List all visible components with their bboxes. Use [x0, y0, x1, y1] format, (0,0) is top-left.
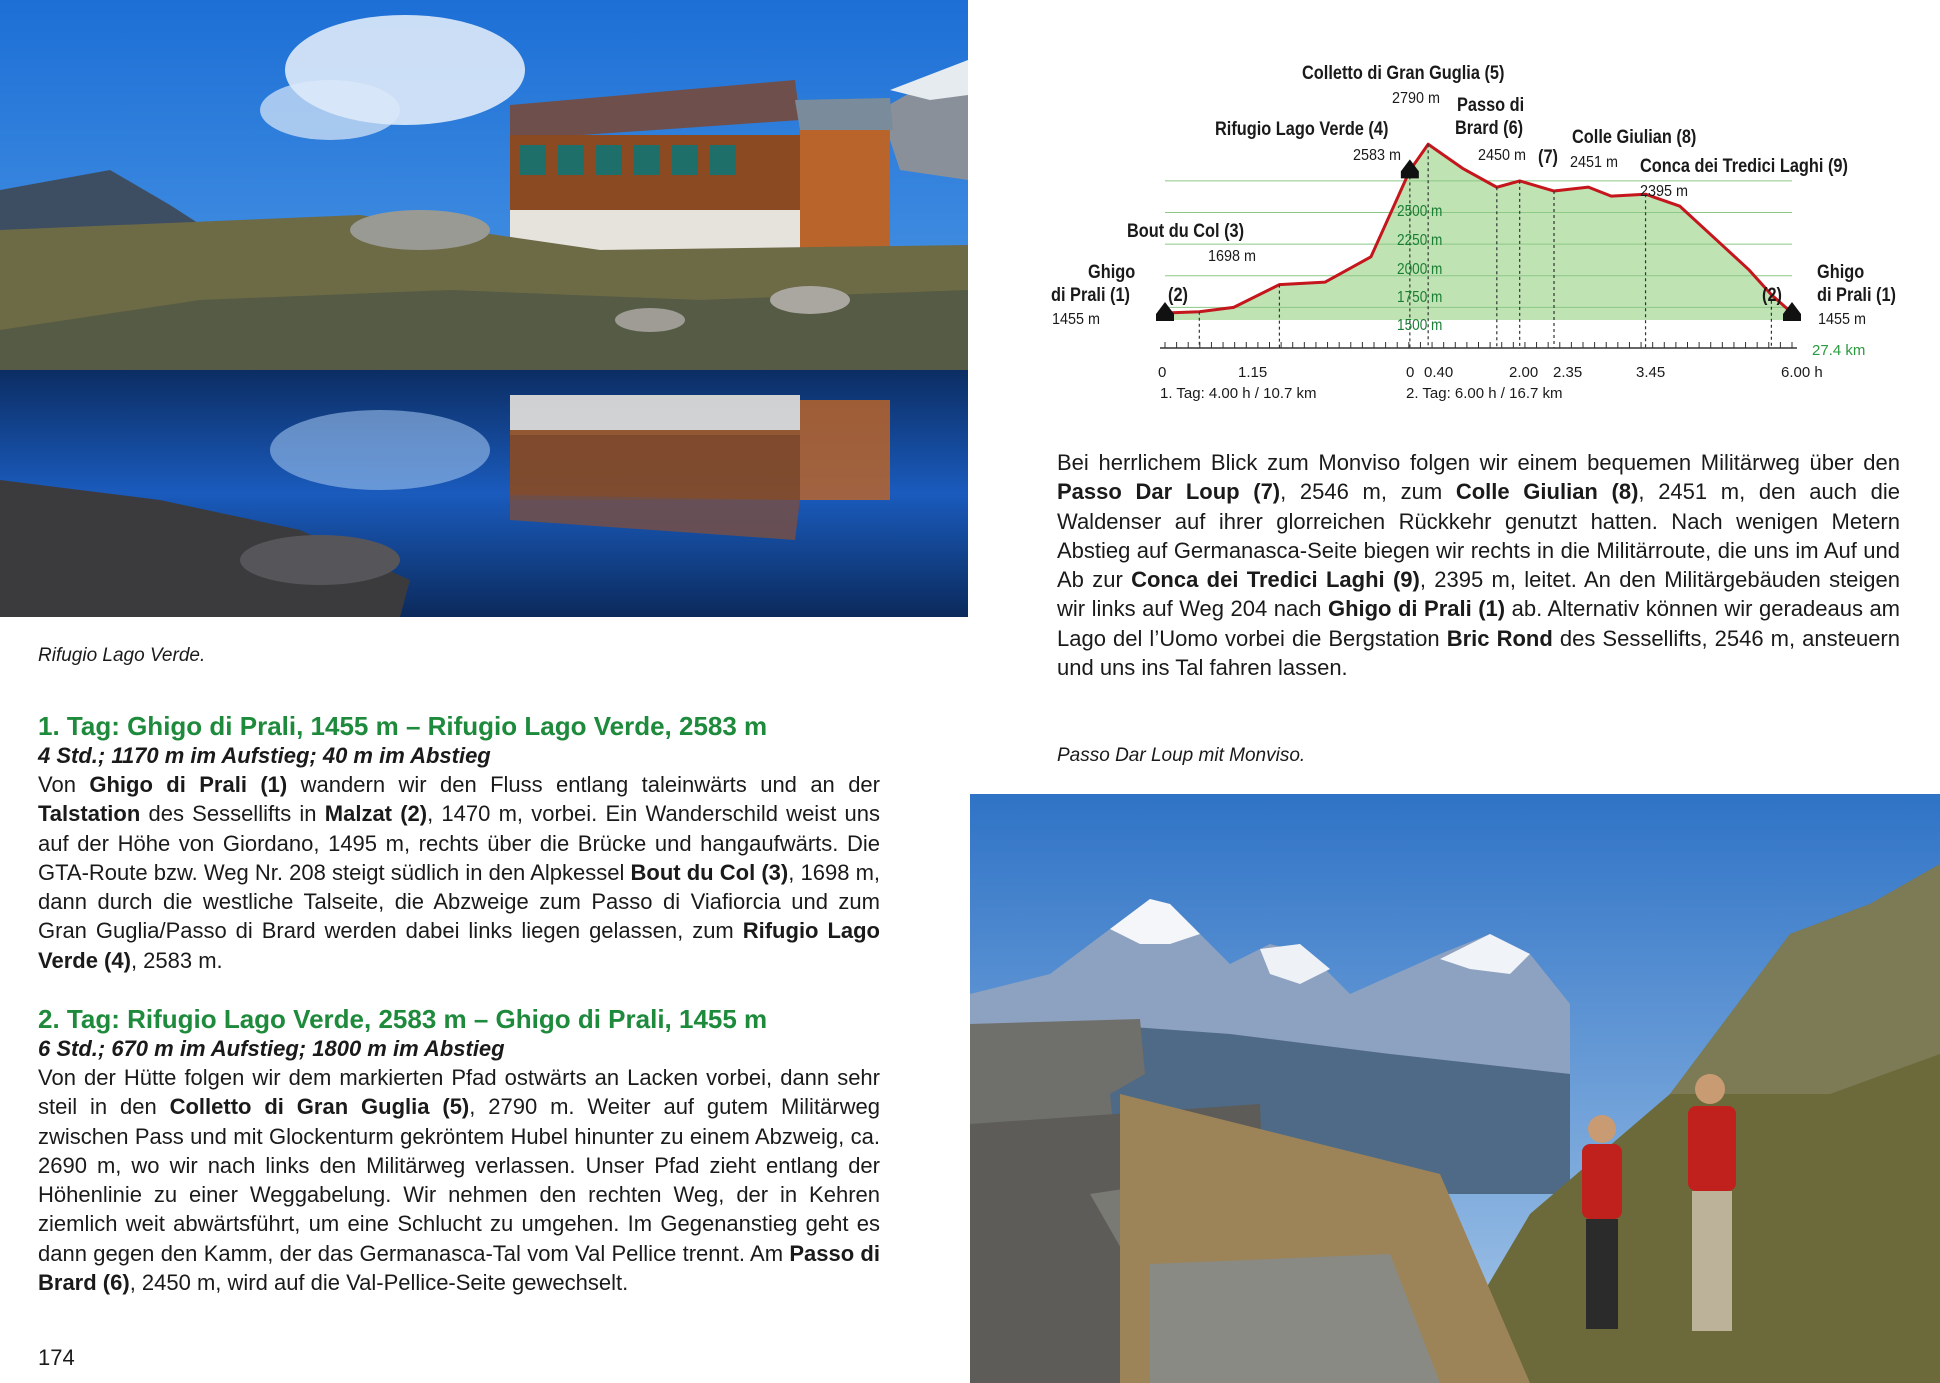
y-tick-1500: 1500 m	[1397, 317, 1443, 334]
wp-ghigo-start-name: Ghigo	[1088, 262, 1136, 283]
wp-brard-alt: 2450 m	[1478, 147, 1527, 164]
time-tick-d1-0: 0	[1158, 364, 1167, 381]
time-tick-d2-345: 3.45	[1636, 364, 1666, 381]
wp-ghigo-end-name2: di Prali (1)	[1817, 285, 1896, 306]
wp-malzat-start-name: (2)	[1168, 285, 1188, 306]
time-tick-d2-200: 2.00	[1509, 364, 1539, 381]
wp-colletto-alt: 2790 m	[1392, 90, 1441, 107]
wp-lagoverde-alt: 2583 m	[1353, 147, 1402, 164]
photo-caption-top: Rifugio Lago Verde.	[38, 645, 206, 666]
wp-ghigo-end-name: Ghigo	[1817, 262, 1865, 283]
y-tick-2500: 2500 m	[1397, 203, 1443, 220]
time-tick-d2-0: 0	[1406, 364, 1415, 381]
day2-summary: 2. Tag: 6.00 h / 16.7 km	[1406, 385, 1563, 402]
photo-rifugio-graphic	[0, 0, 968, 617]
wp-boutducol-name: Bout du Col (3)	[1127, 221, 1245, 242]
elevation-profile	[1040, 55, 1920, 415]
wp-colletto-name: Colletto di Gran Guglia (5)	[1302, 63, 1505, 84]
hut-icon-2	[1783, 302, 1801, 321]
photo-monviso-graphic	[970, 794, 1940, 1383]
photo-passo-dar-loup	[970, 794, 1940, 1383]
photo-caption-bottom: Passo Dar Loup mit Monviso.	[1057, 745, 1306, 766]
wp-ghigo-start-name2: di Prali (1)	[1051, 285, 1130, 306]
day1-subheading: 4 Std.; 1170 m im Aufstieg; 40 m im Abstieg	[38, 743, 491, 768]
y-tick-1750: 1750 m	[1397, 289, 1443, 306]
day2-subheading: 6 Std.; 670 m im Aufstieg; 1800 m im Abstieg	[38, 1036, 505, 1061]
wp-giulian-name: Colle Giulian (8)	[1572, 127, 1697, 148]
time-tick-d2-235: 2.35	[1553, 364, 1583, 381]
wp-tredici-alt: 2395 m	[1640, 183, 1689, 200]
photo-rifugio-lago-verde	[0, 0, 968, 617]
wp-malzat-end-name: (2)	[1762, 285, 1782, 306]
right-body-text: Bei herrlichem Blick zum Monviso folgen wir einem bequemen Militärweg über den Passo Dar Loup (7), 2546 m, zum Colle Giulian (8), 2451 m, den auch die Waldenser auf ihrer glorreichen Rückkehr genutzt hatten. Nach wenigen Metern Abstieg auf Germanasca-Seite biegen wir rechts in die Militärroute, die uns im Auf und Ab zur Conca dei Tredici Laghi (9), 2395 m, leitet. An den Militärgebäuden steigen wir links auf Weg 204 nach Ghigo di Prali (1) ab. Alternativ können wir geradeaus am Lago del l’Uomo vorbei die Bergstation Bric Rond des Sessellifts, 2546 m, ansteuern und uns ins Tal fahren lassen.	[1057, 450, 1901, 681]
wp-brard-name2: Brard (6)	[1455, 118, 1524, 139]
wp-ghigo-start-alt: 1455 m	[1052, 311, 1101, 328]
wp-tredici-name: Conca dei Tredici Laghi (9)	[1640, 156, 1848, 177]
wp-lagoverde-name: Rifugio Lago Verde (4)	[1215, 119, 1389, 140]
day2-body-text: Von der Hütte folgen wir dem markierten Pfad ostwärts an Lacken vorbei, dann sehr steil in den Colletto di Gran Guglia (5), 2790 m. Weiter auf gutem Militärweg zwischen Pass und mit Glockenturm gekröntem Hubel hinunter zu einem Abzweig, ca. 2690 m, wo wir nach links den Militärweg verlassen. Unser Pfad zieht entlang der Höhenlinie zu einer Weggabelung. Wir nehmen den rechten Weg, der in Kehren ziemlich weit abwärtsführt, um eine Schlucht zu umgehen. Im Gegenanstieg geht es dann gegen den Kamm, der das Germanasca-Tal vom Val Pellice trennt. Am Passo di Brard (6), 2450 m, wird auf die Val-Pellice-Seite gewechselt.	[38, 1065, 880, 1296]
wp-7-alt: 2451 m	[1570, 154, 1619, 171]
wp-brard-name: Passo di	[1457, 95, 1525, 116]
day1-summary: 1. Tag: 4.00 h / 10.7 km	[1160, 385, 1317, 402]
hiker-left	[1582, 1115, 1622, 1329]
day2-heading: 2. Tag: Rifugio Lago Verde, 2583 m – Ghigo di Prali, 1455 m	[38, 1004, 768, 1034]
total-distance: 27.4 km	[1812, 342, 1866, 359]
day1-body-text: Von Ghigo di Prali (1) wandern wir den Fluss entlang taleinwärts und an der Talstation des Sessellifts in Malzat (2), 1470 m, vorbei. Ein Wanderschild weist uns auf der Höhe von Giordano, 1495 m, rechts über die Brücke und hangaufwärts. Die GTA-Route bzw. Weg Nr. 208 steigt südlich in den Alpkessel Bout du Col (3), 1698 m, dann durch die westliche Talseite, die Abzweige zum Passo di Viafiorcia und zum Gran Guglia/Passo di Brard werden dabei links liegen gelassen, zum Rifugio Lago Verde (4), 2583 m.	[38, 772, 881, 973]
time-tick-d1-115: 1.15	[1238, 364, 1268, 381]
time-tick-d2-600: 6.00 h	[1781, 364, 1823, 381]
y-tick-2000: 2000 m	[1397, 261, 1443, 278]
day1-heading: 1. Tag: Ghigo di Prali, 1455 m – Rifugio Lago Verde, 2583 m	[38, 711, 768, 741]
page-number: 174	[38, 1345, 75, 1370]
wp-boutducol-alt: 1698 m	[1208, 248, 1257, 265]
wp-ghigo-end-alt: 1455 m	[1818, 311, 1867, 328]
hiker-right	[1688, 1074, 1736, 1331]
wp-7-name: (7)	[1538, 147, 1558, 168]
y-tick-2250: 2250 m	[1397, 232, 1443, 249]
time-tick-d2-040: 0.40	[1424, 364, 1454, 381]
